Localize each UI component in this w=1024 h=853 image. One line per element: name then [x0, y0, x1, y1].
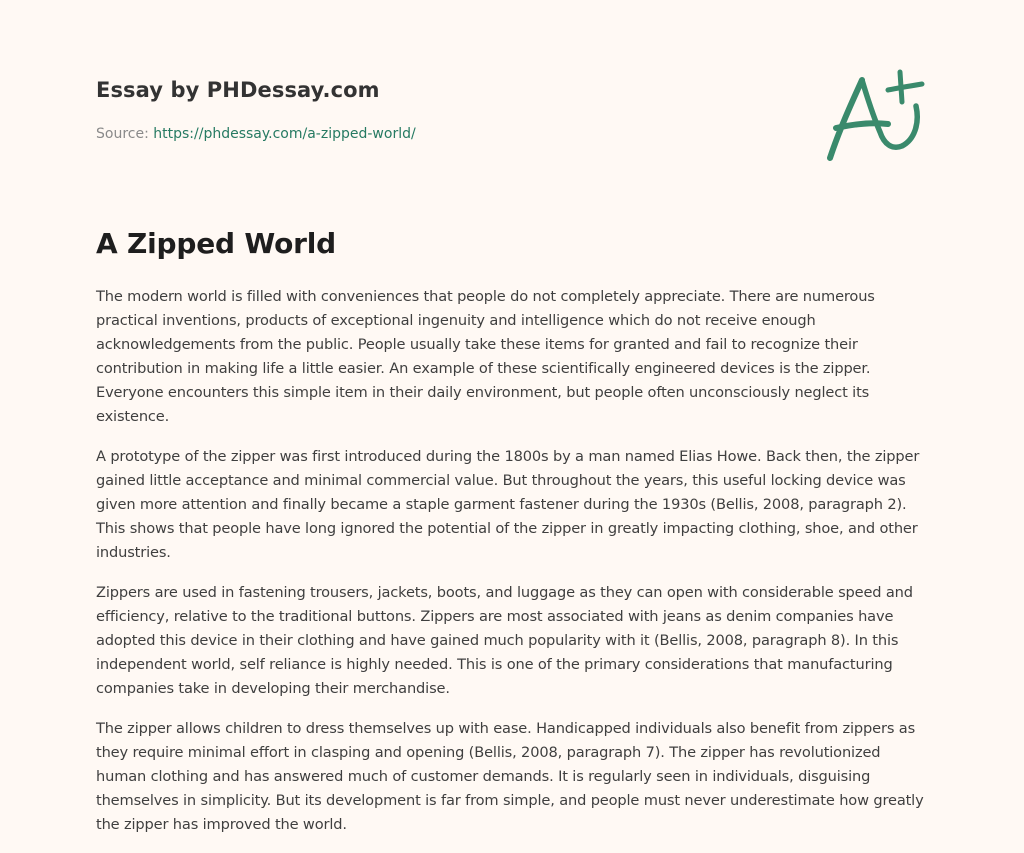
essay-paragraph: The zipper allows children to dress themselves up with ease. Handicapped individuals also benefit from zippers as they require minimal effort in clasping and opening (Bellis, 2008, paragraph 7). The zipper has revolutionized human clothing and has answered much of customer demands. It is regularly seen in individuals, disguising themselves in simplicity. But its development is far from simple, and people must never underestimate how greatly the zipper has improved the world. — [96, 720, 924, 833]
essay-title: A Zipped World — [96, 227, 336, 260]
source-link[interactable]: https://phdessay.com/a-zipped-world/ — [153, 126, 416, 142]
page-header — [96, 76, 926, 142]
a-plus-grade-icon — [822, 66, 932, 166]
essay-paragraph: A prototype of the zipper was first introduced during the 1800s by a man named Elias Howe. Back then, the zipper gained little acceptance and minimal commercial value. But throughout the years, this useful locking device was given more attention and finally became a staple garment fastener during the 1930s (Bellis, 2008, paragraph 2). This shows that people have long ignored the potential of the zipper in greatly impacting clothing, shoe, and other industries. — [96, 448, 920, 561]
essay-paragraph: The modern world is filled with conveniences that people do not completely appreciate. There are numerous practical inventions, products of exceptional ingenuity and intelligence which do not receive enough acknowledgements from the public. People usually take these items for granted and fail to recognize their contribution in making life a little easier. An example of these scientifically engineered devices is the zipper. Everyone encounters this simple item in their daily environment, but people often unconsciously neglect its existence. — [96, 288, 875, 425]
essay-body — [96, 285, 926, 853]
essay-paragraph: Zippers are used in fastening trousers, jackets, boots, and luggage as they can open with considerable speed and efficiency, relative to the traditional buttons. Zippers are most associated with jeans as denim companies have adopted this device in their clothing and have gained much popularity with it (Bellis, 2008, paragraph 8). In this independent world, self reliance is highly needed. This is one of the primary considerations that manufacturing companies take in developing their merchandise. — [96, 584, 913, 697]
source-line — [96, 124, 416, 144]
site-title: Essay by PHDessay.com — [96, 78, 380, 102]
source-label: Source: — [96, 126, 154, 142]
